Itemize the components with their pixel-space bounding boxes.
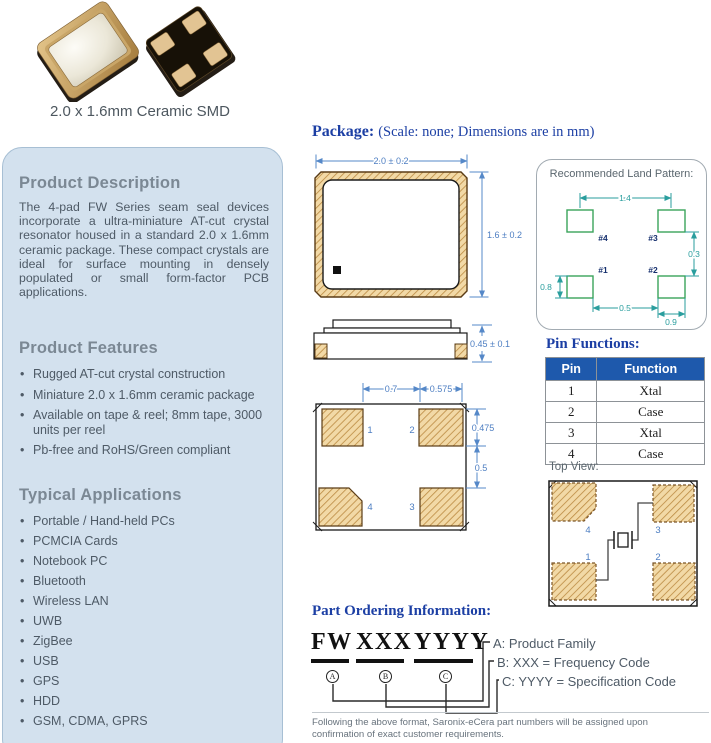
feature-item: • Available on tape & reel; 8mm tape, 3000 units per reel <box>19 408 269 437</box>
pin1-marker <box>333 266 341 274</box>
land-dim-pad-height-label: 0.8 <box>540 282 552 292</box>
application-item: • HDD <box>19 694 269 709</box>
table-row <box>546 402 705 423</box>
pin-column-header: Pin <box>546 358 597 381</box>
bottom-pad-3-label: 3 <box>409 502 415 513</box>
product-features-list <box>19 367 269 458</box>
top-view-drawing <box>548 477 698 609</box>
land-pad-1-label: #1 <box>598 265 608 275</box>
marker-b-circle: B <box>379 670 392 683</box>
dim-pad-width-label: 0.575 <box>429 384 453 394</box>
pin-functions-table <box>545 357 705 465</box>
typical-applications-list <box>19 514 269 729</box>
photo-crystal-top <box>32 0 143 102</box>
land-dim-pad-width-label: 0.9 <box>665 317 677 327</box>
bottom-pad-1-label: 1 <box>367 425 373 436</box>
topview-pad-4-label: 4 <box>585 525 591 536</box>
land-pattern-title: Recommended Land Pattern: <box>549 168 694 180</box>
application-item: • GSM, CDMA, GPRS <box>19 714 269 729</box>
topview-pad-2-label: 2 <box>655 552 661 563</box>
application-item: • UWB <box>19 614 269 629</box>
topview-pad-3-label: 3 <box>655 525 661 536</box>
code-family: FW <box>311 629 353 655</box>
product-description-title: Product Description <box>19 174 181 192</box>
legend-frequency-code: B: XXX = Frequency Code <box>497 655 650 670</box>
land-pattern-drawing <box>537 160 705 328</box>
land-pattern-box <box>536 159 707 330</box>
package-top-view-drawing <box>315 155 522 297</box>
package-heading <box>312 123 594 141</box>
application-item: • Notebook PC <box>19 554 269 569</box>
pin-functions-title: Pin Functions: <box>546 336 640 352</box>
product-photos <box>20 0 260 102</box>
dim-thickness-label: 0.45 ± 0.1 <box>470 339 510 349</box>
pin-cell: 4 <box>546 444 597 465</box>
land-dim-pitch-label: 1.4 <box>619 193 631 203</box>
land-pad-3-label: #3 <box>648 233 658 243</box>
legend-specification-code: C: YYYY = Specification Code <box>502 674 677 689</box>
land-dim-gap-y-label: 0.3 <box>688 249 700 259</box>
marker-c-circle: C <box>439 670 452 683</box>
package-heading-note: (Scale: none; Dimensions are in mm) <box>378 124 595 140</box>
table-row <box>546 423 705 444</box>
ordering-footnote: Following the above format, Saronix-eCera part numbers will be assigned upon confirmation of exact customer requirements. <box>312 717 648 740</box>
application-item: • PCMCIA Cards <box>19 534 269 549</box>
function-cell: Xtal <box>597 381 705 402</box>
part-ordering-title: Part Ordering Information: <box>312 603 492 619</box>
application-item: • GPS <box>19 674 269 689</box>
pin-cell: 2 <box>546 402 597 423</box>
product-description-body: The 4-pad FW Series seam seal devices incorporate a ultra-miniature AT-cut crystal resonator housed in a standard 2.0 x 1.6mm ceramic package. These compact crystals are ideal for surface mounting in densely populated or small form-factor PCB applications. <box>19 200 269 300</box>
table-header-row <box>546 358 705 381</box>
function-cell: Xtal <box>597 423 705 444</box>
dim-row-gap-label: 0.5 <box>474 463 488 473</box>
product-features-title: Product Features <box>19 339 158 358</box>
table-row <box>546 381 705 402</box>
bottom-pad-4-label: 4 <box>367 502 373 513</box>
application-item: • USB <box>19 654 269 669</box>
footer-divider <box>312 712 709 713</box>
pin-cell: 3 <box>546 423 597 444</box>
feature-item: • Miniature 2.0 x 1.6mm ceramic package <box>19 388 269 403</box>
legend-product-family: A: Product Family <box>493 636 596 651</box>
top-view-title: Top View: <box>549 461 599 473</box>
topview-pad-1-label: 1 <box>585 552 591 563</box>
application-item: • Bluetooth <box>19 574 269 589</box>
package-heading-label: Package: <box>312 123 375 140</box>
application-item: • Portable / Hand-held PCs <box>19 514 269 529</box>
function-cell: Case <box>597 444 705 465</box>
package-bottom-view-drawing <box>313 383 494 531</box>
land-pad-4-label: #4 <box>598 233 608 243</box>
dim-width-label: 2.0 ± 0.2 <box>373 156 409 166</box>
feature-item: • Pb-free and RoHS/Green compliant <box>19 443 269 458</box>
application-item: • Wireless LAN <box>19 594 269 609</box>
application-item: • ZigBee <box>19 634 269 649</box>
function-cell: Case <box>597 402 705 423</box>
photo-caption: 2.0 x 1.6mm Ceramic SMD <box>49 103 231 120</box>
marker-a-circle: A <box>326 670 339 683</box>
bottom-pad-2-label: 2 <box>409 425 415 436</box>
feature-item: • Rugged AT-cut crystal construction <box>19 367 269 382</box>
photo-crystal-bottom <box>142 4 237 99</box>
sidebar-panel <box>2 147 283 743</box>
typical-applications-title: Typical Applications <box>19 485 182 504</box>
function-column-header: Function <box>597 358 705 381</box>
code-frequency: XXX <box>356 629 413 655</box>
pin-cell: 1 <box>546 381 597 402</box>
package-drawings <box>310 150 535 540</box>
dim-pad-gap-label: 0.7 <box>384 384 398 394</box>
dim-pad-height-label: 0.475 <box>471 423 495 433</box>
land-pad-2-label: #2 <box>648 265 658 275</box>
code-specification: YYYY <box>414 629 490 655</box>
package-side-view-drawing <box>314 320 510 362</box>
dim-height-label: 1.6 ± 0.2 <box>487 230 522 240</box>
land-dim-gap-x-label: 0.5 <box>619 303 631 313</box>
